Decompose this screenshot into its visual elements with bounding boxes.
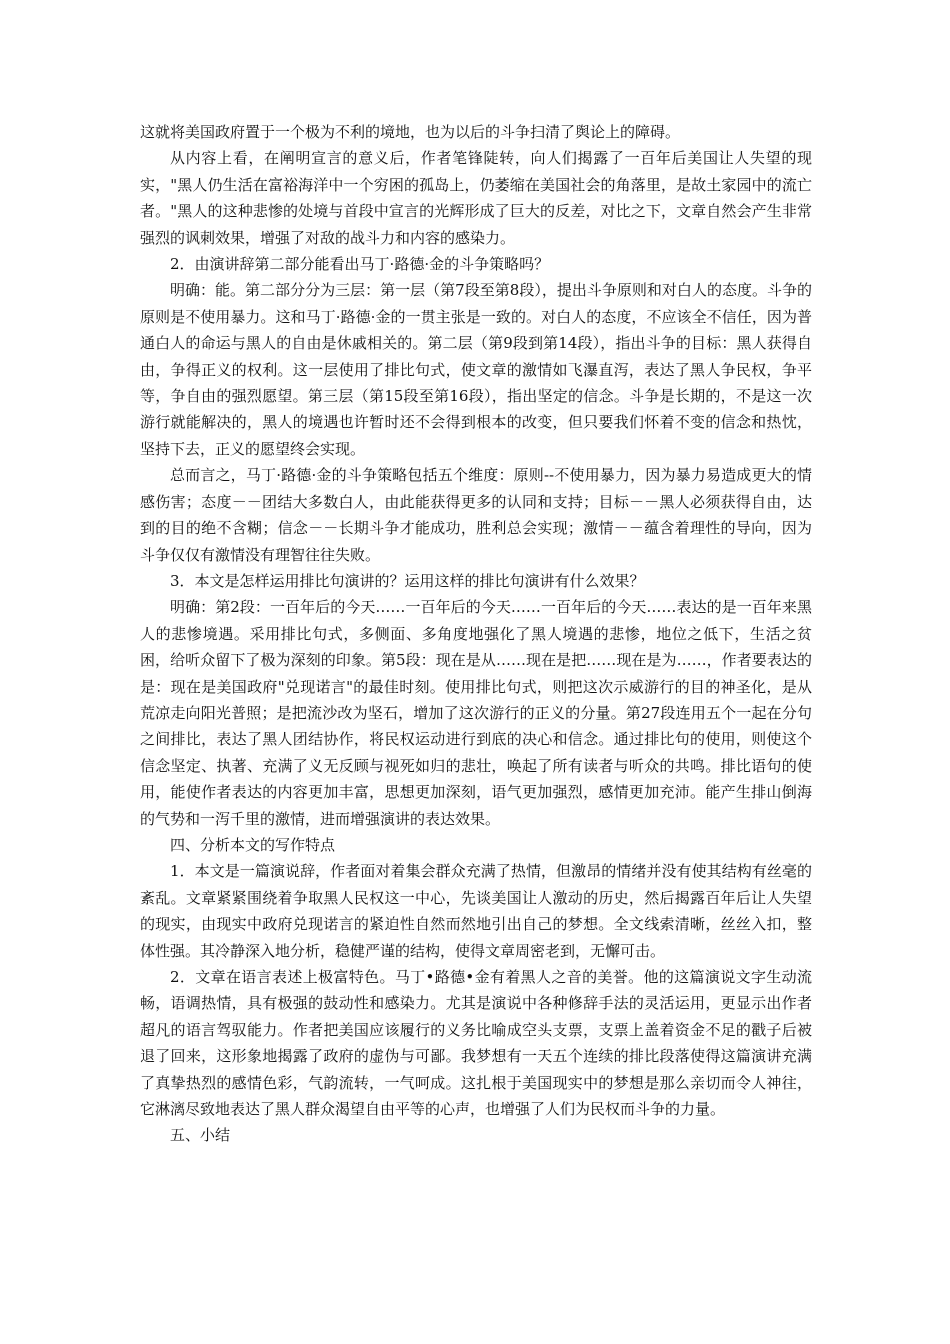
paragraph-text: 这就将美国政府置于一个极为不利的境地，也为以后的斗争扫清了舆论上的障碍。 bbox=[140, 123, 681, 141]
document-page bbox=[140, 119, 812, 1149]
section-heading: 五、小结 bbox=[170, 1126, 231, 1145]
question-heading: 3．本文是怎样运用排比句演讲的？运用这样的排比句演讲有什么效果？ bbox=[170, 571, 645, 590]
question-heading: 2．由演讲辞第二部分能看出马丁·路德·金的斗争策略吗？ bbox=[170, 255, 550, 274]
paragraph-text: 2．文章在语言表述上极富特色。马丁•路德•金有着黑人之音的美誉。他的这篇演说文字生动流畅，语调热情，具有极强的鼓动性和感染力。尤其是演说中各种修辞手法的灵活运用，更显示出作者超凡的语言驾驭能力。作者把美国应该履行的义务比喻成空头支票，支票上盖着资金不足的戳子后被退了回来，这形象地揭露了政府的虚伪与可鄙。我梦想有一天五个连续的排比段落使得这篇演讲充满了真挚热烈的感情色彩，气韵流转，一气呵成。这扎根于美国现实中的梦想是那么亲切而令人神往，它淋漓尽致地表达了黑人群众渴望自由平等的心声，也增强了人们为民权而斗争的力量。 bbox=[140, 968, 812, 1119]
answer-paragraph: 明确：能。第二部分分为三层：第一层（第7段至第8段），提出斗争原则和对白人的态度。斗争的原则是不使用暴力。这和马丁·路德·金的一贯主张是一致的。对白人的态度，不应该全不信任，因为普通白人的命运与黑人的自由是休戚相关的。第二层（第9段到第14段），指出斗争的目标：黑人获得自由，争得正义的权利。这一层使用了排比句式，使文章的激情如飞瀑直泻，表达了黑人争民权，争平等，争自由的强烈愿望。第三层（第15段至第16段），指出坚定的信念。斗争是长期的，不是这一次游行就能解决的，黑人的境遇也许暂时还不会得到根本的改变，但只要我们怀着不变的信念和热忱，坚持下去，正义的愿望终会实现。 bbox=[140, 281, 812, 458]
section-heading: 四、分析本文的写作特点 bbox=[170, 835, 336, 854]
answer-paragraph: 明确：第2段：一百年后的今天……一百年后的今天……一百年后的今天……表达的是一百年来黑人的悲惨境遇。采用排比句式，多侧面、多角度地强化了黑人境遇的悲惨，地位之低下，生活之贫困，给听众留下了极为深刻的印象。第5段：现在是从……现在是把……现在是为……，作者要表达的是：现在是美国政府"兑现诺言"的最佳时刻。使用排比句式，则把这次示威游行的目的神圣化，是从荒凉走向阳光普照；是把流沙改为坚石，增加了这次游行的正义的分量。第27段连用五个一起在分句之间排比，表达了黑人团结协作，将民权运动进行到底的决心和信念。通过排比句的使用，则使这个信念坚定、执著、充满了义无反顾与视死如归的悲壮，唤起了所有读者与听众的共鸣。排比语句的使用，能使作者表达的内容更加丰富，思想更加深刻，语气更加强烈，感情更加充沛。能产生排山倒海的气势和一泻千里的激情，进而增强演讲的表达效果。 bbox=[140, 598, 812, 828]
paragraph-text: 从内容上看，在阐明宣言的意义后，作者笔锋陡转，向人们揭露了一百年后美国让人失望的现实，"黑人仍生活在富裕海洋中一个穷困的孤岛上，仍萎缩在美国社会的角落里，是故土家园中的流亡者。"黑人的这种悲惨的处境与首段中宣言的光辉形成了巨大的反差，对比之下，文章自然会产生非常强烈的讽刺效果，增强了对敌的战斗力和内容的感染力。 bbox=[140, 149, 812, 247]
paragraph-text: 总而言之，马丁·路德·金的斗争策略包括五个维度：原则--不使用暴力，因为暴力易造成更大的情感伤害；态度－－团结大多数白人，由此能获得更多的认同和支持；目标－－黑人必须获得自由，达到的目的绝不含糊；信念－－长期斗争才能成功，胜利总会实现；激情－－蕴含着理性的导向，因为斗争仅仅有激情没有理智往往失败。 bbox=[140, 466, 812, 564]
paragraph-text: 1．本文是一篇演说辞，作者面对着集会群众充满了热情，但激昂的情绪并没有使其结构有丝毫的紊乱。文章紧紧围绕着争取黑人民权这一中心，先谈美国让人激动的历史，然后揭露百年后让人失望的现实，由现实中政府兑现诺言的紧迫性自然而然地引出自己的梦想。全文线索清晰，丝丝入扣，整体性强。其冷静深入地分析，稳健严谨的结构，使得文章周密老到，无懈可击。 bbox=[140, 862, 812, 960]
